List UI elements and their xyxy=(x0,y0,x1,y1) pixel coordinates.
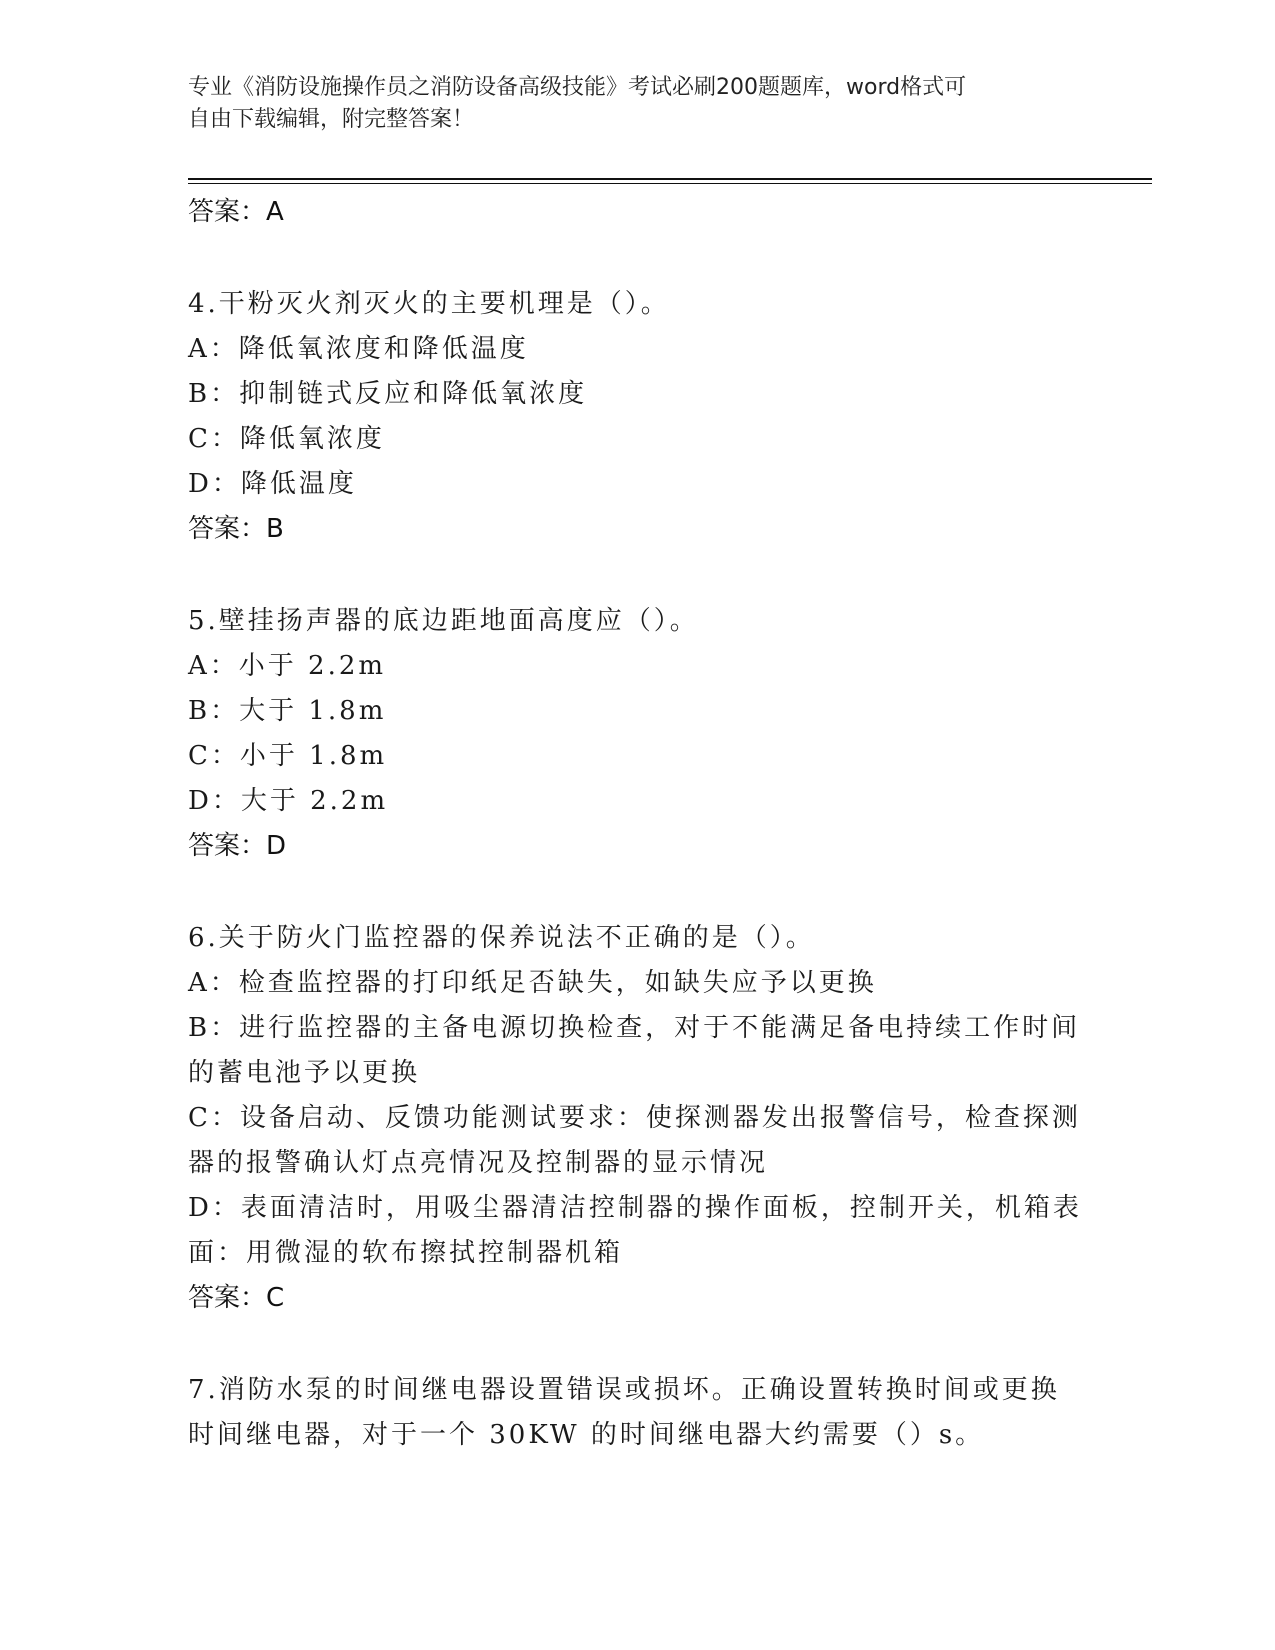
option-b: B：大于 1.8m xyxy=(188,696,387,726)
question-stem: 6.关于防火门监控器的保养说法不正确的是（）。 xyxy=(188,923,815,953)
answer-line: 答案：A xyxy=(188,197,284,227)
question-stem-continued: 时间继电器，对于一个 30KW 的时间继电器大约需要（）s。 xyxy=(188,1420,985,1450)
header-divider-thick xyxy=(188,178,1152,180)
option-a: A：检查监控器的打印纸足否缺失，如缺失应予以更换 xyxy=(188,968,877,998)
question-block xyxy=(188,1368,1088,1458)
option-a: A：降低氧浓度和降低温度 xyxy=(188,334,529,364)
question-list xyxy=(188,190,1088,1458)
option-a: A：小于 2.2m xyxy=(188,651,387,681)
question-stem: 5.壁挂扬声器的底边距地面高度应（）。 xyxy=(188,606,699,636)
option-c: C：降低氧浓度 xyxy=(188,424,385,454)
option-c: C：小于 1.8m xyxy=(188,741,388,771)
option-d: D：降低温度 xyxy=(188,469,357,499)
option-b: B：抑制链式反应和降低氧浓度 xyxy=(188,379,588,409)
option-d-continued: 面：用微湿的软布擦拭控制器机箱 xyxy=(188,1238,624,1268)
header-line-2: 自由下载编辑，附完整答案！ xyxy=(188,107,475,132)
question-stem: 7.消防水泵的时间继电器设置错误或损坏。正确设置转换时间或更换 xyxy=(188,1375,1060,1405)
answer-line: 答案：B xyxy=(188,514,284,544)
question-block xyxy=(188,282,1088,551)
question-block xyxy=(188,916,1088,1320)
question-block xyxy=(188,599,1088,868)
option-c: C：设备启动、反馈功能测试要求：使探测器发出报警信号，检查探测 xyxy=(188,1103,1081,1133)
header-divider-thin xyxy=(188,183,1152,184)
option-b: B：进行监控器的主备电源切换检查，对于不能满足备电持续工作时间 xyxy=(188,1013,1081,1043)
answer-line: 答案：C xyxy=(188,1283,285,1313)
option-d: D：表面清洁时，用吸尘器清洁控制器的操作面板，控制开关，机箱表 xyxy=(188,1193,1082,1223)
option-b-continued: 的蓄电池予以更换 xyxy=(188,1058,421,1088)
page-header xyxy=(188,72,1068,136)
header-line-1: 专业《消防设施操作员之消防设备高级技能》考试必刷200题题库，word格式可 xyxy=(188,75,967,100)
option-d: D：大于 2.2m xyxy=(188,786,389,816)
question-stem: 4.干粉灭火剂灭火的主要机理是（）。 xyxy=(188,289,670,319)
answer-line: 答案：D xyxy=(188,831,287,861)
option-c-continued: 器的报警确认灯点亮情况及控制器的显示情况 xyxy=(188,1148,769,1178)
